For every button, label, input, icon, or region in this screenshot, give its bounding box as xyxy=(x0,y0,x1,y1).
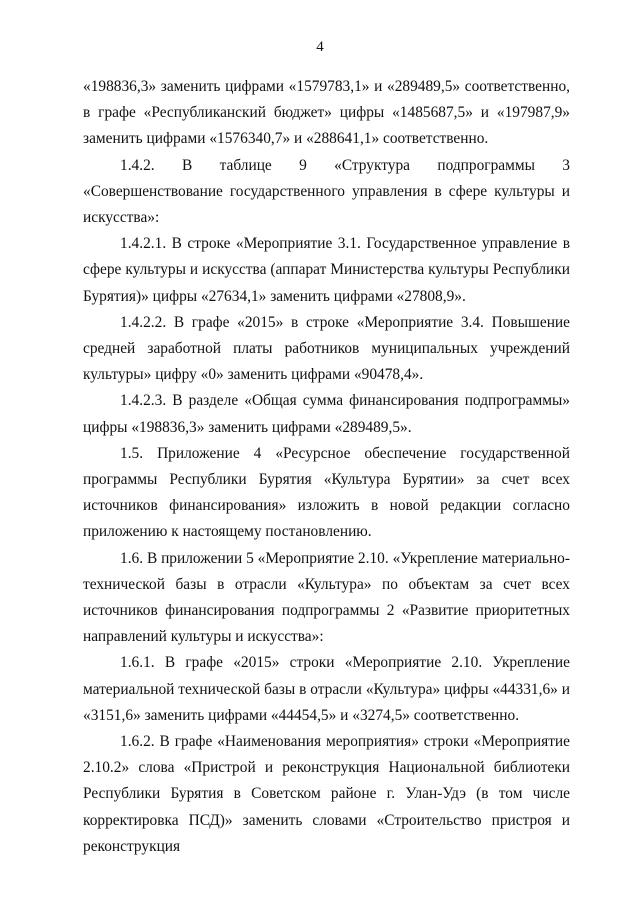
page-number: 4 xyxy=(316,39,324,55)
paragraph-1-6: 1.6. В приложении 5 «Мероприятие 2.10. «Укрепление материально-технической базы в отрасли «Культура» по объектам за счет всех источников финансирования подпрограммы 2 «Развитие приоритетных направлений культуры и искусства»: xyxy=(83,549,570,646)
paragraph-1-4-2-2: 1.4.2.2. В графе «2015» в строке «Мероприятие 3.4. Повышение средней заработной платы работников муниципальных учреждений культуры» цифру «0» заменить цифрами «90478,4». xyxy=(83,313,570,384)
document-body xyxy=(83,74,570,860)
paragraph-1-4-2-1: 1.4.2.1. В строке «Мероприятие 3.1. Государственное управление в сфере культуры и искусства (аппарат Министерства культуры Республики Бурятия)» цифры «27634,1» заменить цифрами «27808,9». xyxy=(83,235,570,305)
paragraph-1-4-2-3: 1.4.2.3. В разделе «Общая сумма финансирования подпрограммы» цифры «198836,3» заменить цифрами «289489,5». xyxy=(83,392,570,436)
paragraph-1-4-2: 1.4.2. В таблице 9 «Структура подпрограммы 3 «Совершенствование государственного управления в сфере культуры и искусства»: xyxy=(83,156,570,227)
paragraph-1-6-2: 1.6.2. В графе «Наименования мероприятия» строки «Мероприятие 2.10.2» слова «Пристрой и реконструкция Национальной библиотеки Республики Бурятия в Советском районе г. Улан-Удэ (в том числе корректировка ПСД)» заменить словами «Строительство пристроя и реконструкция xyxy=(83,733,570,855)
paragraph-1-6-1: 1.6.1. В графе «2015» строки «Мероприятие 2.10. Укрепление материальной технической базы в отрасли «Культура» цифры «44331,6» и «3151,6» заменить цифрами «44454,5» и «3274,5» соответственно. xyxy=(83,654,570,724)
paragraph-1-5: 1.5. Приложение 4 «Ресурсное обеспечение государственной программы Республики Бурятия «Культура Бурятии» за счет всех источников финансирования» изложить в новой редакции согласно приложению к настоящему постановлению. xyxy=(83,444,570,541)
paragraph-continuation: «198836,3» заменить цифрами «1579783,1» и «289489,5» соответственно, в графе «Республиканский бюджет» цифры «1485687,5» и «197987,9» заменить цифрами «1576340,7» и «288641,1» соответственно. xyxy=(83,78,570,148)
